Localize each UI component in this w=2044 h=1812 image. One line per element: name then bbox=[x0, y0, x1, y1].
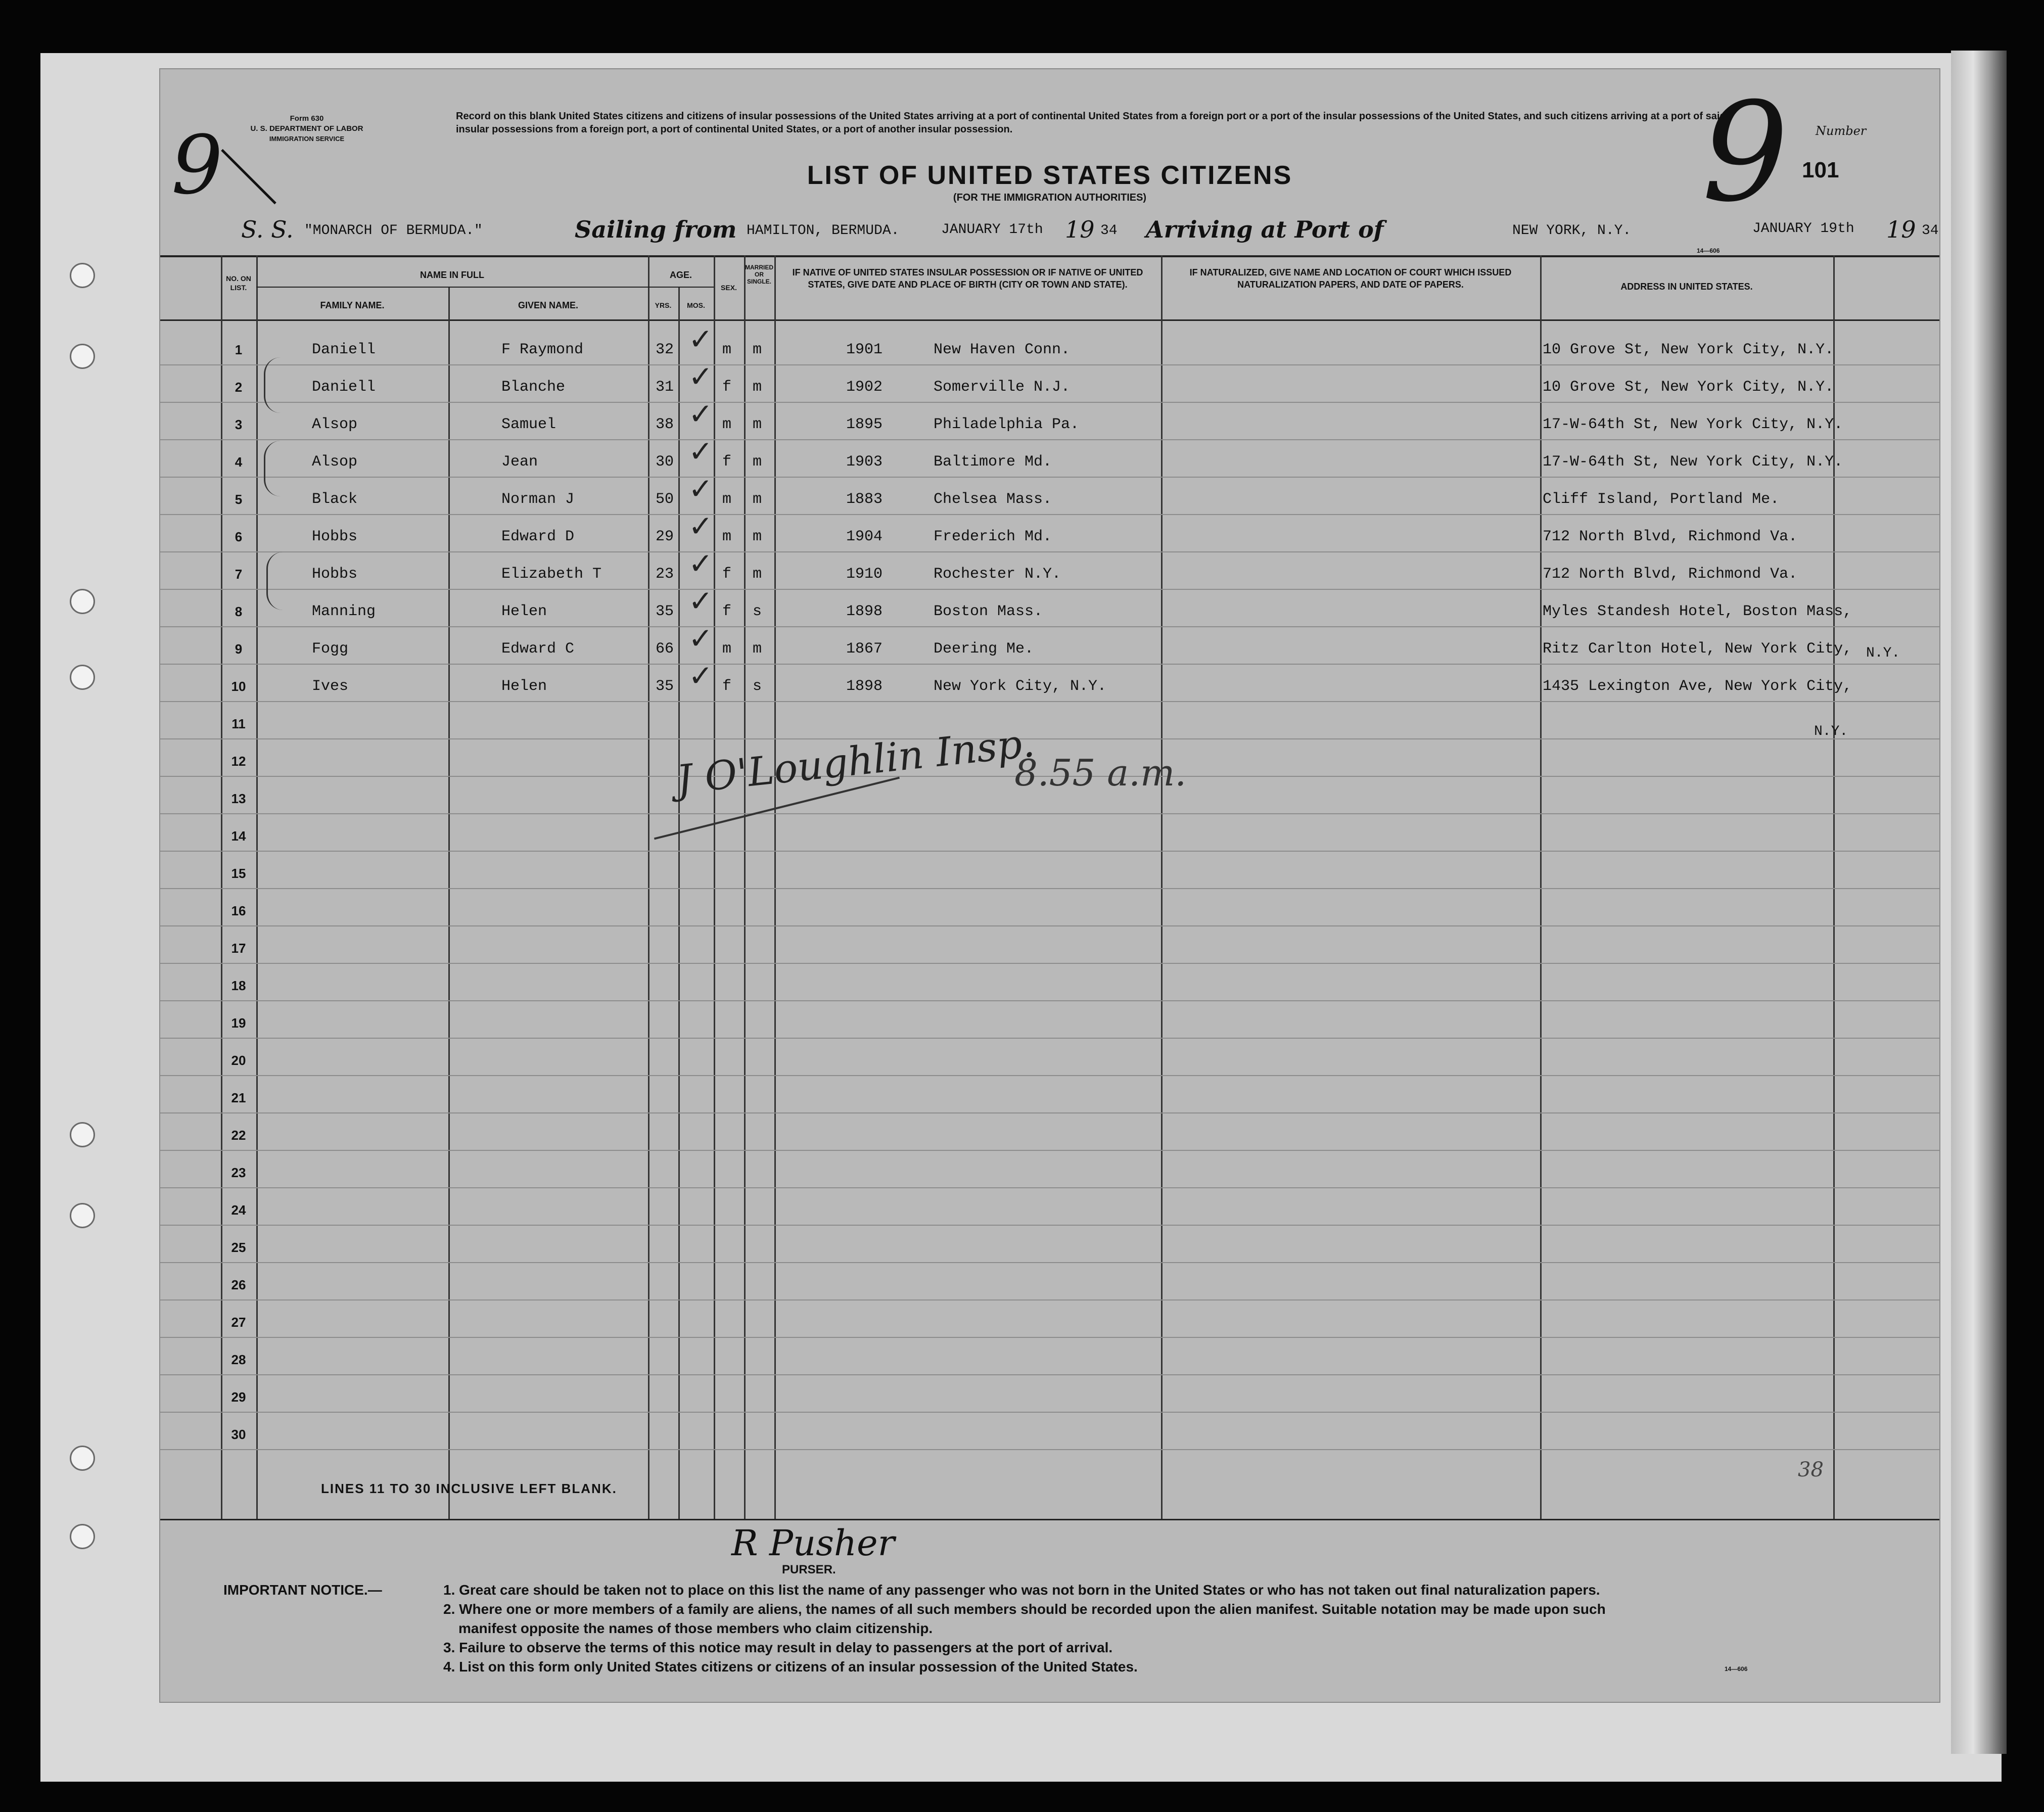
row-rule bbox=[160, 402, 1939, 403]
age-years-cell: 29 bbox=[656, 528, 674, 545]
line-number: 12 bbox=[231, 754, 246, 769]
address-cell: 10 Grove St, New York City, N.Y. bbox=[1543, 379, 1834, 396]
header-yrs: YRS. bbox=[655, 301, 672, 309]
column-rule bbox=[648, 255, 649, 1519]
notice-item-2: 2. Where one or more members of a family are aliens, the names of all such members should be recorded upon the alien manifest. Suitable notation may be made upon such bbox=[443, 1601, 1606, 1617]
family-name-cell: Alsop bbox=[312, 416, 358, 433]
birth-year-cell: 1903 bbox=[846, 453, 883, 471]
binder-hole bbox=[70, 263, 95, 288]
age-years-cell: 50 bbox=[656, 491, 674, 508]
birth-place-cell: Chelsea Mass. bbox=[934, 491, 1052, 508]
age-years-cell: 35 bbox=[656, 678, 674, 695]
column-rule bbox=[774, 255, 776, 1519]
service-label: IMMIGRATION SERVICE bbox=[269, 135, 345, 143]
given-name-cell: F Raymond bbox=[501, 341, 584, 358]
family-name-cell: Fogg bbox=[312, 640, 349, 658]
line-number: 30 bbox=[231, 1427, 246, 1442]
family-name-cell: Alsop bbox=[312, 453, 358, 471]
address-cell: 10 Grove St, New York City, N.Y. bbox=[1543, 341, 1834, 358]
family-bracket bbox=[264, 441, 281, 496]
line-number: 21 bbox=[231, 1090, 246, 1105]
birth-year-cell: 1901 bbox=[846, 341, 883, 358]
birth-place-cell: Rochester N.Y. bbox=[934, 566, 1061, 583]
line-number: 10 bbox=[231, 679, 246, 694]
line-number: 16 bbox=[231, 903, 246, 918]
marital-status-cell: m bbox=[753, 453, 762, 471]
arrival-year-prefix: 19 bbox=[1886, 216, 1916, 243]
line-number: 4 bbox=[235, 454, 243, 470]
row-rule bbox=[160, 514, 1939, 515]
row-rule bbox=[160, 738, 1939, 739]
marital-status-cell: s bbox=[753, 678, 762, 695]
family-name-cell: Manning bbox=[312, 603, 376, 620]
page-stack-edge bbox=[1951, 51, 2007, 1754]
row-rule bbox=[160, 664, 1939, 665]
line-number: 29 bbox=[231, 1389, 246, 1405]
family-name-cell: Daniell bbox=[312, 341, 376, 358]
form-title: LIST OF UNITED STATES CITIZENS bbox=[807, 161, 1293, 190]
important-notice-label: IMPORTANT NOTICE.— bbox=[223, 1582, 382, 1598]
line-number: 2 bbox=[235, 380, 243, 395]
line-number: 22 bbox=[231, 1128, 246, 1143]
row-rule bbox=[160, 851, 1939, 852]
header-bottom-rule bbox=[160, 319, 1939, 321]
line-number: 27 bbox=[231, 1315, 246, 1330]
binder-hole bbox=[70, 344, 95, 369]
binder-hole bbox=[70, 1122, 95, 1147]
row-rule bbox=[160, 1337, 1939, 1338]
line-number: 14 bbox=[231, 828, 246, 844]
corner-page-number: 38 bbox=[1798, 1458, 1824, 1481]
address-cell: 1435 Lexington Ave, New York City, bbox=[1543, 678, 1852, 695]
address-cell: Myles Standesh Hotel, Boston Mass, bbox=[1543, 603, 1852, 620]
row-rule bbox=[160, 1000, 1939, 1001]
column-rule bbox=[1833, 255, 1835, 1519]
row-rule bbox=[160, 439, 1939, 440]
header-birth: IF NATIVE OF UNITED STATES INSULAR POSSESSION OR IF NATIVE OF UNITED STATES, GIVE DATE AND PLACE OF BIRTH (CITY OR TOWN AND STATE). bbox=[792, 267, 1143, 290]
form-subtitle: (FOR THE IMMIGRATION AUTHORITIES) bbox=[953, 192, 1147, 203]
check-mark-icon: ✓ bbox=[688, 584, 713, 618]
marital-status-cell: m bbox=[753, 528, 762, 545]
inspection-time: 8.55 a.m. bbox=[1014, 752, 1187, 794]
age-years-cell: 66 bbox=[656, 640, 674, 658]
family-name-cell: Ives bbox=[312, 678, 349, 695]
header-address: ADDRESS IN UNITED STATES. bbox=[1620, 282, 1753, 292]
check-mark-icon: ✓ bbox=[688, 434, 713, 469]
birth-place-cell: New Haven Conn. bbox=[934, 341, 1071, 358]
name-subheader-rule bbox=[256, 287, 714, 288]
ss-label: S. S. bbox=[241, 216, 294, 243]
arrival-date: JANUARY 19th bbox=[1752, 221, 1854, 237]
birth-year-cell: 1902 bbox=[846, 379, 883, 396]
sex-cell: f bbox=[722, 453, 732, 471]
voyage-line bbox=[241, 216, 1939, 246]
sex-cell: f bbox=[722, 566, 732, 583]
age-years-cell: 31 bbox=[656, 379, 674, 396]
birth-year-cell: 1910 bbox=[846, 566, 883, 583]
marital-status-cell: m bbox=[753, 379, 762, 396]
sailing-from-label: Sailing from bbox=[575, 216, 737, 243]
age-years-cell: 35 bbox=[656, 603, 674, 620]
row-rule bbox=[160, 1374, 1939, 1375]
row-rule bbox=[160, 364, 1939, 365]
departure-year: 34 bbox=[1100, 223, 1118, 239]
arriving-label: Arriving at Port of bbox=[1146, 216, 1384, 243]
check-mark-icon: ✓ bbox=[688, 359, 713, 394]
row-rule bbox=[160, 1299, 1939, 1300]
given-name-cell: Edward C bbox=[501, 640, 575, 658]
given-name-cell: Blanche bbox=[501, 379, 566, 396]
given-name-cell: Norman J bbox=[501, 491, 575, 508]
ship-name: "MONARCH OF BERMUDA." bbox=[304, 223, 483, 239]
line-number: 20 bbox=[231, 1053, 246, 1068]
check-mark-icon: ✓ bbox=[688, 397, 713, 431]
sex-cell: f bbox=[722, 603, 732, 620]
binder-hole bbox=[70, 1524, 95, 1549]
family-name-cell: Hobbs bbox=[312, 566, 358, 583]
purser-label: PURSER. bbox=[782, 1563, 836, 1576]
birth-place-cell: Deering Me. bbox=[934, 640, 1034, 658]
age-years-cell: 38 bbox=[656, 416, 674, 433]
inspector-signature: J O'Loughlin Insp. bbox=[674, 720, 1037, 803]
header-married-or-single: MARRIED OR SINGLE. bbox=[745, 264, 773, 285]
row-rule bbox=[160, 925, 1939, 926]
family-name-cell: Black bbox=[312, 491, 358, 508]
line-number: 24 bbox=[231, 1202, 246, 1218]
margin-number-mark: 9 bbox=[171, 118, 223, 212]
column-rule bbox=[448, 287, 450, 1519]
row-rule bbox=[160, 1449, 1939, 1450]
line-number: 17 bbox=[231, 941, 246, 956]
column-rule bbox=[678, 287, 680, 1519]
row-rule bbox=[160, 626, 1939, 627]
marital-status-cell: m bbox=[753, 416, 762, 433]
header-naturalized: IF NATURALIZED, GIVE NAME AND LOCATION OF COURT WHICH ISSUED NATURALIZATION PAPERS, AND DATE OF PAPERS. bbox=[1189, 267, 1512, 290]
sex-cell: m bbox=[722, 416, 732, 433]
given-name-cell: Helen bbox=[501, 603, 547, 620]
check-mark-icon: ✓ bbox=[688, 546, 713, 581]
given-name-cell: Elizabeth T bbox=[501, 566, 602, 583]
print-code: 14—606 bbox=[1697, 247, 1720, 254]
check-mark-icon: ✓ bbox=[688, 659, 713, 693]
marital-status-cell: m bbox=[753, 341, 762, 358]
notice-item-2-cont: manifest opposite the names of those members who claim citizenship. bbox=[458, 1620, 933, 1636]
line-number: 8 bbox=[235, 604, 243, 619]
column-rule bbox=[1540, 255, 1542, 1519]
row-rule bbox=[160, 813, 1939, 814]
check-mark-icon: ✓ bbox=[688, 472, 713, 506]
marital-status-cell: m bbox=[753, 491, 762, 508]
address-cell: Cliff Island, Portland Me. bbox=[1543, 491, 1780, 508]
address-cell: 17-W-64th St, New York City, N.Y. bbox=[1543, 453, 1843, 471]
line-number: 18 bbox=[231, 978, 246, 993]
birth-year-cell: 1895 bbox=[846, 416, 883, 433]
family-name-cell: Hobbs bbox=[312, 528, 358, 545]
sex-cell: m bbox=[722, 491, 732, 508]
row-rule bbox=[160, 1112, 1939, 1113]
address-cell: Ritz Carlton Hotel, New York City, bbox=[1543, 640, 1852, 658]
line-number: 9 bbox=[235, 641, 243, 657]
birth-place-cell: Frederich Md. bbox=[934, 528, 1052, 545]
check-mark-icon: ✓ bbox=[688, 621, 713, 656]
given-name-cell: Jean bbox=[501, 453, 538, 471]
sex-cell: f bbox=[722, 379, 732, 396]
row-rule bbox=[160, 1187, 1939, 1188]
check-mark-icon: ✓ bbox=[688, 509, 713, 543]
birth-place-cell: Philadelphia Pa. bbox=[934, 416, 1080, 433]
form-instructions: Record on this blank United States citizens and citizens of insular possessions of the United States arriving at a port of continental United States from a foreign port or a port of the insular possessions of the United States, and such citizens arriving at a port of said insular possessions from a foreign port, a port of continental United States, or a port of another insular possession. bbox=[456, 111, 1726, 135]
column-rule bbox=[744, 255, 746, 1519]
birth-year-cell: 1898 bbox=[846, 678, 883, 695]
address-overflow-note: N.Y. bbox=[1814, 724, 1848, 739]
binder-hole bbox=[70, 1203, 95, 1228]
line-number: 28 bbox=[231, 1352, 246, 1367]
departure-date: JANUARY 17th bbox=[941, 222, 1043, 238]
birth-year-cell: 1904 bbox=[846, 528, 883, 545]
given-name-cell: Edward D bbox=[501, 528, 575, 545]
notice-item-1: 1. Great care should be taken not to place on this list the name of any passenger who was not born in the United States or who has not taken out final naturalization papers. bbox=[443, 1582, 1600, 1598]
marital-status-cell: m bbox=[753, 640, 762, 658]
row-rule bbox=[160, 477, 1939, 478]
arrival-year: 34 bbox=[1922, 223, 1939, 239]
line-number: 25 bbox=[231, 1240, 246, 1255]
column-rule bbox=[714, 255, 715, 1519]
birth-place-cell: New York City, N.Y. bbox=[934, 678, 1107, 695]
line-number: 13 bbox=[231, 791, 246, 806]
row-rule bbox=[160, 551, 1939, 552]
header-no-on-list: NO. ON LIST. bbox=[226, 274, 251, 292]
binder-hole bbox=[70, 589, 95, 614]
purser-signature: R Pusher bbox=[731, 1522, 895, 1564]
age-years-cell: 23 bbox=[656, 566, 674, 583]
header-age: AGE. bbox=[669, 270, 692, 280]
birth-place-cell: Baltimore Md. bbox=[934, 453, 1052, 471]
age-years-cell: 32 bbox=[656, 341, 674, 358]
header-mos: MOS. bbox=[687, 301, 705, 309]
row-rule bbox=[160, 888, 1939, 889]
row-rule bbox=[160, 589, 1939, 590]
line-number: 15 bbox=[231, 866, 246, 881]
citizen-list-form bbox=[159, 68, 1940, 1703]
line-number: 26 bbox=[231, 1277, 246, 1292]
form-number: Form 630 bbox=[290, 114, 324, 123]
age-years-cell: 30 bbox=[656, 453, 674, 471]
departure-port: HAMILTON, BERMUDA. bbox=[747, 223, 900, 239]
row-rule bbox=[160, 963, 1939, 964]
check-mark-icon: ✓ bbox=[688, 322, 713, 356]
notice-print-code: 14—606 bbox=[1725, 1665, 1748, 1672]
binder-hole bbox=[70, 1446, 95, 1471]
row-rule bbox=[160, 1412, 1939, 1413]
given-name-cell: Samuel bbox=[501, 416, 556, 433]
line-number: 19 bbox=[231, 1015, 246, 1031]
address-cell: 712 North Blvd, Richmond Va. bbox=[1543, 528, 1798, 545]
family-name-cell: Daniell bbox=[312, 379, 376, 396]
header-name-in-full: NAME IN FULL bbox=[420, 270, 484, 280]
sex-cell: f bbox=[722, 678, 732, 695]
sex-cell: m bbox=[722, 528, 732, 545]
line-number: 1 bbox=[235, 342, 243, 357]
row-rule bbox=[160, 701, 1939, 702]
address-cell: 712 North Blvd, Richmond Va. bbox=[1543, 566, 1798, 583]
line-number: 3 bbox=[235, 417, 243, 432]
header-family-name: FAMILY NAME. bbox=[320, 300, 385, 310]
birth-year-cell: 1867 bbox=[846, 640, 883, 658]
sex-cell: m bbox=[722, 341, 732, 358]
row-rule bbox=[160, 1150, 1939, 1151]
notice-item-4: 4. List on this form only United States citizens or citizens of an insular possession of the United States. bbox=[443, 1659, 1138, 1675]
sex-cell: m bbox=[722, 640, 732, 658]
table-top-rule bbox=[160, 255, 1939, 257]
form-header-block bbox=[216, 114, 398, 144]
family-bracket bbox=[266, 552, 283, 610]
marital-status-cell: m bbox=[753, 566, 762, 583]
row-rule bbox=[160, 1075, 1939, 1076]
row-rule bbox=[160, 1038, 1939, 1039]
binder-hole bbox=[70, 665, 95, 690]
notice-item-3: 3. Failure to observe the terms of this notice may result in delay to passengers at the port of arrival. bbox=[443, 1640, 1113, 1655]
line-number: 7 bbox=[235, 567, 243, 582]
lines-left-blank-note: LINES 11 TO 30 INCLUSIVE LEFT BLANK. bbox=[321, 1481, 617, 1496]
marital-status-cell: s bbox=[753, 603, 762, 620]
arrival-port: NEW YORK, N.Y. bbox=[1512, 223, 1632, 239]
departure-year-prefix: 19 bbox=[1065, 216, 1095, 243]
birth-place-cell: Somerville N.J. bbox=[934, 379, 1071, 396]
address-cell: 17-W-64th St, New York City, N.Y. bbox=[1543, 416, 1843, 433]
family-bracket bbox=[264, 357, 281, 413]
birth-place-cell: Boston Mass. bbox=[934, 603, 1043, 620]
page-number: 101 bbox=[1802, 158, 1839, 182]
row-rule bbox=[160, 1225, 1939, 1226]
header-given-name: GIVEN NAME. bbox=[518, 300, 578, 310]
line-number: 6 bbox=[235, 529, 243, 544]
birth-year-cell: 1898 bbox=[846, 603, 883, 620]
row-rule bbox=[160, 1262, 1939, 1263]
department-label: U. S. DEPARTMENT OF LABOR bbox=[250, 124, 363, 133]
address-overflow-note: N.Y. bbox=[1866, 645, 1900, 661]
line-number: 11 bbox=[231, 716, 246, 731]
line-number: 5 bbox=[235, 492, 243, 507]
header-sex: SEX. bbox=[721, 284, 737, 292]
column-rule bbox=[1161, 255, 1163, 1519]
given-name-cell: Helen bbox=[501, 678, 547, 695]
line-number: 23 bbox=[231, 1165, 246, 1180]
table-bottom-rule bbox=[160, 1519, 1939, 1520]
number-label: Number bbox=[1816, 124, 1867, 138]
birth-year-cell: 1883 bbox=[846, 491, 883, 508]
list-number-value: 9 bbox=[1702, 73, 1789, 232]
